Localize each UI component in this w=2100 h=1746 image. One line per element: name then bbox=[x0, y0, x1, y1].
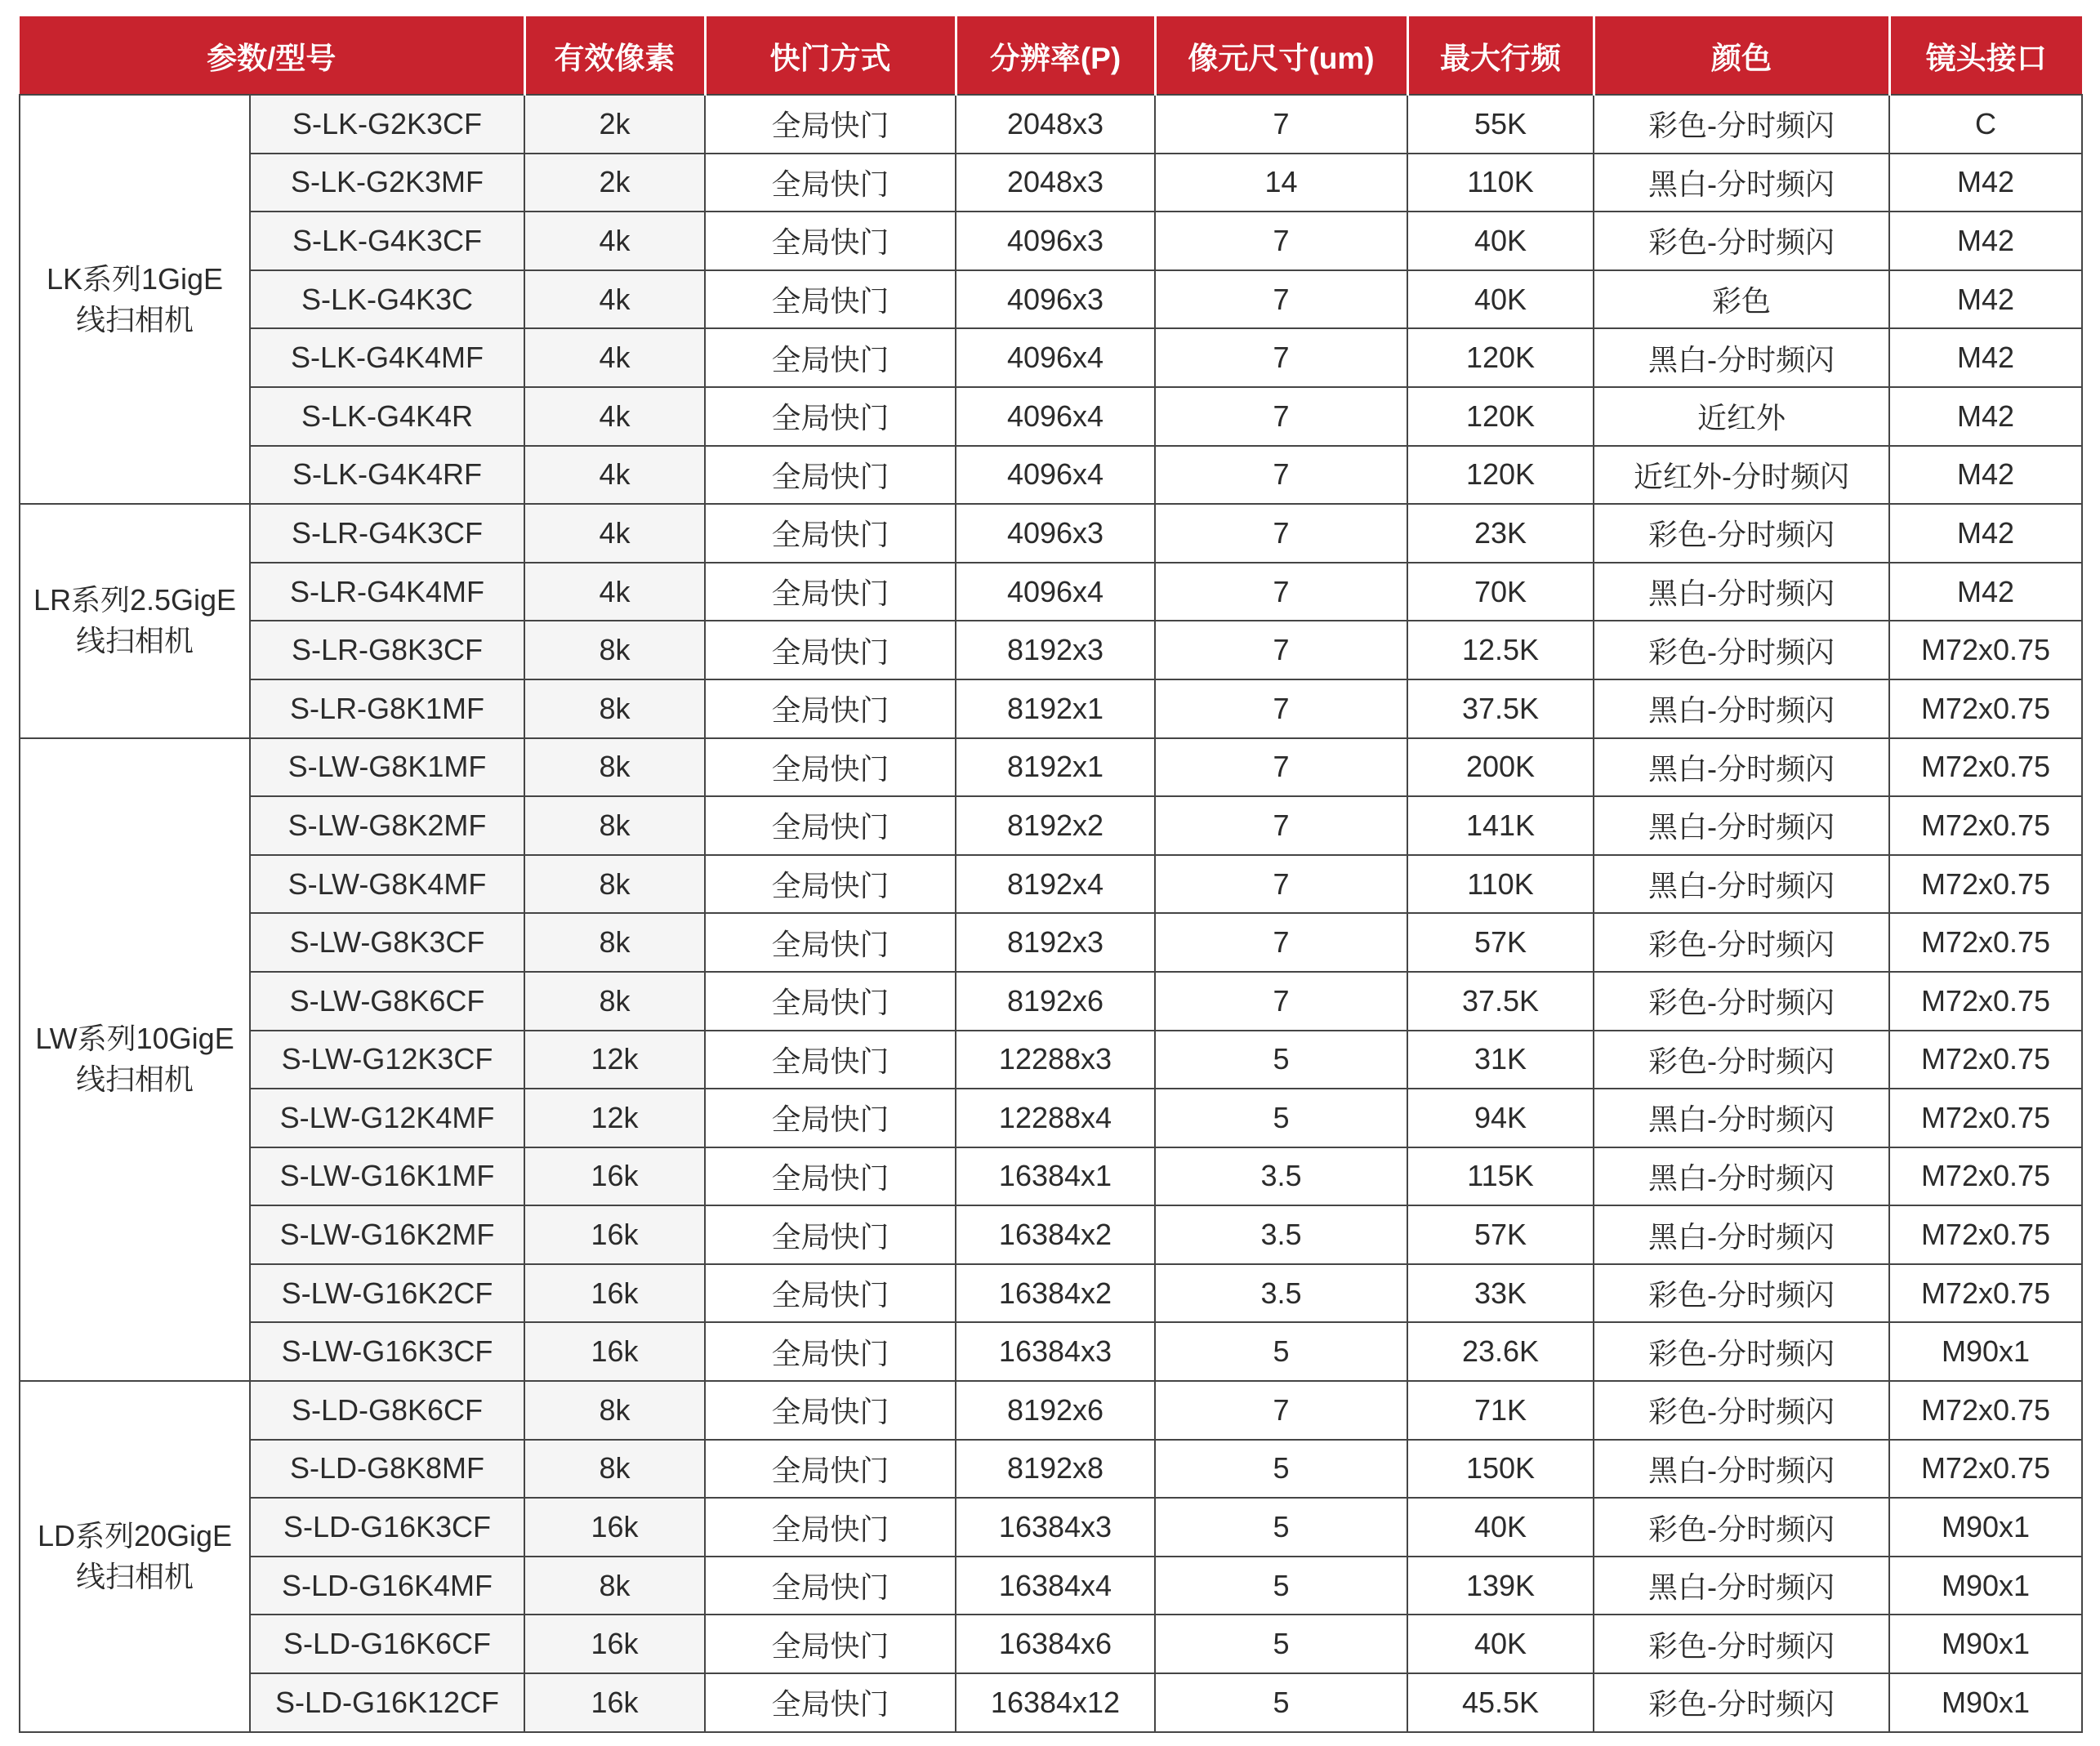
cell-pixel-size: 7 bbox=[1155, 1381, 1407, 1440]
cell-line-rate: 23K bbox=[1407, 504, 1594, 563]
cell-mount: M42 bbox=[1889, 563, 2082, 621]
table-row bbox=[20, 328, 2082, 387]
cell-color: 黑白-分时频闪 bbox=[1594, 563, 1889, 621]
cell-color: 黑白-分时频闪 bbox=[1594, 796, 1889, 855]
cell-color: 彩色-分时频闪 bbox=[1594, 1264, 1889, 1323]
cell-model: S-LW-G12K3CF bbox=[250, 1031, 524, 1089]
cell-pixels: 8k bbox=[524, 855, 705, 914]
cell-model: S-LK-G4K4MF bbox=[250, 328, 524, 387]
cell-line-rate: 55K bbox=[1407, 95, 1594, 154]
header-pixel-size: 像元尺寸(um) bbox=[1155, 16, 1407, 95]
table-row bbox=[20, 679, 2082, 738]
cell-shutter: 全局快门 bbox=[705, 328, 956, 387]
cell-color: 彩色-分时频闪 bbox=[1594, 1673, 1889, 1732]
cell-mount: M72x0.75 bbox=[1889, 679, 2082, 738]
cell-mount: M72x0.75 bbox=[1889, 913, 2082, 972]
table-row bbox=[20, 621, 2082, 679]
header-shutter: 快门方式 bbox=[705, 16, 956, 95]
cell-color: 黑白-分时频闪 bbox=[1594, 1147, 1889, 1206]
cell-line-rate: 110K bbox=[1407, 154, 1594, 212]
cell-line-rate: 120K bbox=[1407, 328, 1594, 387]
table-row bbox=[20, 855, 2082, 914]
cell-mount: M42 bbox=[1889, 154, 2082, 212]
series-type: 线扫相机 bbox=[75, 624, 194, 658]
cell-resolution: 16384x2 bbox=[956, 1205, 1155, 1264]
cell-pixel-size: 5 bbox=[1155, 1498, 1407, 1557]
cell-mount: M72x0.75 bbox=[1889, 621, 2082, 679]
cell-shutter: 全局快门 bbox=[705, 679, 956, 738]
cell-mount: M72x0.75 bbox=[1889, 1031, 2082, 1089]
cell-shutter: 全局快门 bbox=[705, 1381, 956, 1440]
cell-shutter: 全局快门 bbox=[705, 1089, 956, 1147]
cell-color: 黑白-分时频闪 bbox=[1594, 328, 1889, 387]
cell-resolution: 4096x3 bbox=[956, 212, 1155, 270]
header-resolution: 分辨率(P) bbox=[956, 16, 1155, 95]
series-name: LK系列1GigE bbox=[46, 261, 224, 296]
cell-model: S-LR-G8K1MF bbox=[250, 679, 524, 738]
cell-resolution: 16384x2 bbox=[956, 1264, 1155, 1323]
cell-resolution: 16384x6 bbox=[956, 1615, 1155, 1673]
table-row bbox=[20, 1031, 2082, 1089]
cell-resolution: 8192x3 bbox=[956, 621, 1155, 679]
cell-resolution: 4096x4 bbox=[956, 387, 1155, 446]
cell-shutter: 全局快门 bbox=[705, 1264, 956, 1323]
cell-color: 黑白-分时频闪 bbox=[1594, 1205, 1889, 1264]
cell-pixels: 8k bbox=[524, 972, 705, 1031]
cell-mount: M90x1 bbox=[1889, 1615, 2082, 1673]
cell-mount: M72x0.75 bbox=[1889, 1440, 2082, 1499]
cell-shutter: 全局快门 bbox=[705, 1031, 956, 1089]
cell-model: S-LD-G16K6CF bbox=[250, 1615, 524, 1673]
header-mount: 镜头接口 bbox=[1889, 16, 2082, 95]
cell-pixel-size: 5 bbox=[1155, 1322, 1407, 1381]
cell-pixels: 4k bbox=[524, 328, 705, 387]
cell-pixel-size: 7 bbox=[1155, 212, 1407, 270]
cell-model: S-LW-G16K2MF bbox=[250, 1205, 524, 1264]
cell-model: S-LW-G8K1MF bbox=[250, 738, 524, 797]
cell-mount: M72x0.75 bbox=[1889, 1381, 2082, 1440]
table-row bbox=[20, 446, 2082, 505]
cell-pixels: 16k bbox=[524, 1615, 705, 1673]
cell-mount: M72x0.75 bbox=[1889, 1205, 2082, 1264]
cell-pixels: 8k bbox=[524, 1440, 705, 1499]
cell-color: 彩色-分时频闪 bbox=[1594, 913, 1889, 972]
cell-pixel-size: 5 bbox=[1155, 1557, 1407, 1615]
cell-mount: M72x0.75 bbox=[1889, 972, 2082, 1031]
cell-model: S-LK-G4K3C bbox=[250, 270, 524, 329]
cell-pixels: 4k bbox=[524, 387, 705, 446]
cell-pixel-size: 3.5 bbox=[1155, 1147, 1407, 1206]
cell-pixel-size: 7 bbox=[1155, 972, 1407, 1031]
table-row bbox=[20, 972, 2082, 1031]
cell-color: 彩色-分时频闪 bbox=[1594, 1322, 1889, 1381]
table-row bbox=[20, 1205, 2082, 1264]
cell-color: 彩色 bbox=[1594, 270, 1889, 329]
cell-line-rate: 200K bbox=[1407, 738, 1594, 797]
cell-mount: M90x1 bbox=[1889, 1557, 2082, 1615]
cell-model: S-LK-G2K3CF bbox=[250, 95, 524, 154]
cell-line-rate: 94K bbox=[1407, 1089, 1594, 1147]
table-row bbox=[20, 563, 2082, 621]
cell-line-rate: 45.5K bbox=[1407, 1673, 1594, 1732]
cell-model: S-LW-G16K1MF bbox=[250, 1147, 524, 1206]
cell-mount: M90x1 bbox=[1889, 1498, 2082, 1557]
cell-pixel-size: 3.5 bbox=[1155, 1264, 1407, 1323]
cell-pixels: 8k bbox=[524, 1381, 705, 1440]
series-name: LW系列10GigE bbox=[35, 1022, 234, 1056]
series-cell bbox=[20, 95, 250, 504]
cell-shutter: 全局快门 bbox=[705, 1322, 956, 1381]
cell-pixel-size: 7 bbox=[1155, 328, 1407, 387]
cell-mount: C bbox=[1889, 95, 2082, 154]
table-row bbox=[20, 1498, 2082, 1557]
cell-shutter: 全局快门 bbox=[705, 621, 956, 679]
cell-model: S-LR-G4K4MF bbox=[250, 563, 524, 621]
cell-color: 彩色-分时频闪 bbox=[1594, 972, 1889, 1031]
cell-line-rate: 57K bbox=[1407, 1205, 1594, 1264]
cell-pixel-size: 7 bbox=[1155, 95, 1407, 154]
cell-pixels: 4k bbox=[524, 446, 705, 505]
cell-line-rate: 33K bbox=[1407, 1264, 1594, 1323]
cell-line-rate: 150K bbox=[1407, 1440, 1594, 1499]
cell-resolution: 8192x2 bbox=[956, 796, 1155, 855]
cell-line-rate: 12.5K bbox=[1407, 621, 1594, 679]
cell-model: S-LW-G8K4MF bbox=[250, 855, 524, 914]
cell-pixels: 12k bbox=[524, 1031, 705, 1089]
cell-pixel-size: 7 bbox=[1155, 679, 1407, 738]
cell-color: 彩色-分时频闪 bbox=[1594, 1615, 1889, 1673]
table-row bbox=[20, 1264, 2082, 1323]
cell-mount: M72x0.75 bbox=[1889, 1089, 2082, 1147]
cell-shutter: 全局快门 bbox=[705, 1440, 956, 1499]
table-row bbox=[20, 1322, 2082, 1381]
cell-resolution: 2048x3 bbox=[956, 95, 1155, 154]
cell-model: S-LD-G16K12CF bbox=[250, 1673, 524, 1732]
cell-color: 彩色-分时频闪 bbox=[1594, 1498, 1889, 1557]
cell-pixels: 16k bbox=[524, 1147, 705, 1206]
cell-pixels: 8k bbox=[524, 679, 705, 738]
cell-model: S-LD-G16K4MF bbox=[250, 1557, 524, 1615]
cell-model: S-LW-G8K2MF bbox=[250, 796, 524, 855]
cell-pixels: 16k bbox=[524, 1205, 705, 1264]
cell-pixels: 16k bbox=[524, 1264, 705, 1323]
cell-shutter: 全局快门 bbox=[705, 913, 956, 972]
cell-shutter: 全局快门 bbox=[705, 1498, 956, 1557]
table-row bbox=[20, 387, 2082, 446]
cell-color: 黑白-分时频闪 bbox=[1594, 1089, 1889, 1147]
table-row bbox=[20, 154, 2082, 212]
header-pixels: 有效像素 bbox=[524, 16, 705, 95]
cell-pixels: 8k bbox=[524, 796, 705, 855]
cell-resolution: 8192x1 bbox=[956, 679, 1155, 738]
cell-pixel-size: 7 bbox=[1155, 270, 1407, 329]
cell-line-rate: 31K bbox=[1407, 1031, 1594, 1089]
cell-resolution: 8192x1 bbox=[956, 738, 1155, 797]
cell-resolution: 4096x3 bbox=[956, 270, 1155, 329]
cell-color: 彩色-分时频闪 bbox=[1594, 1031, 1889, 1089]
cell-model: S-LK-G4K3CF bbox=[250, 212, 524, 270]
cell-shutter: 全局快门 bbox=[705, 796, 956, 855]
cell-mount: M72x0.75 bbox=[1889, 796, 2082, 855]
cell-model: S-LW-G12K4MF bbox=[250, 1089, 524, 1147]
cell-line-rate: 70K bbox=[1407, 563, 1594, 621]
cell-shutter: 全局快门 bbox=[705, 1673, 956, 1732]
cell-resolution: 16384x3 bbox=[956, 1498, 1155, 1557]
cell-mount: M42 bbox=[1889, 504, 2082, 563]
table-row bbox=[20, 1089, 2082, 1147]
table-row bbox=[20, 1673, 2082, 1732]
cell-pixel-size: 7 bbox=[1155, 504, 1407, 563]
cell-model: S-LW-G8K3CF bbox=[250, 913, 524, 972]
cell-shutter: 全局快门 bbox=[705, 446, 956, 505]
cell-line-rate: 40K bbox=[1407, 1615, 1594, 1673]
table-row bbox=[20, 1440, 2082, 1499]
cell-mount: M42 bbox=[1889, 387, 2082, 446]
cell-line-rate: 37.5K bbox=[1407, 972, 1594, 1031]
series-name: LD系列20GigE bbox=[37, 1518, 233, 1552]
cell-color: 彩色-分时频闪 bbox=[1594, 504, 1889, 563]
cell-shutter: 全局快门 bbox=[705, 738, 956, 797]
cell-pixel-size: 5 bbox=[1155, 1615, 1407, 1673]
cell-line-rate: 40K bbox=[1407, 212, 1594, 270]
cell-shutter: 全局快门 bbox=[705, 212, 956, 270]
cell-mount: M42 bbox=[1889, 212, 2082, 270]
cell-line-rate: 115K bbox=[1407, 1147, 1594, 1206]
cell-pixel-size: 3.5 bbox=[1155, 1205, 1407, 1264]
cell-resolution: 12288x4 bbox=[956, 1089, 1155, 1147]
cell-model: S-LW-G16K2CF bbox=[250, 1264, 524, 1323]
cell-resolution: 2048x3 bbox=[956, 154, 1155, 212]
cell-resolution: 4096x4 bbox=[956, 328, 1155, 387]
table-row bbox=[20, 1147, 2082, 1206]
series-name: LR系列2.5GigE bbox=[33, 583, 237, 617]
cell-pixels: 8k bbox=[524, 913, 705, 972]
cell-pixel-size: 7 bbox=[1155, 855, 1407, 914]
cell-model: S-LD-G8K8MF bbox=[250, 1440, 524, 1499]
cell-pixel-size: 5 bbox=[1155, 1089, 1407, 1147]
cell-mount: M42 bbox=[1889, 446, 2082, 505]
table-row bbox=[20, 913, 2082, 972]
cell-color: 彩色-分时频闪 bbox=[1594, 95, 1889, 154]
table-row bbox=[20, 504, 2082, 563]
cell-shutter: 全局快门 bbox=[705, 387, 956, 446]
cell-pixels: 12k bbox=[524, 1089, 705, 1147]
cell-pixels: 8k bbox=[524, 621, 705, 679]
cell-mount: M72x0.75 bbox=[1889, 1147, 2082, 1206]
cell-color: 黑白-分时频闪 bbox=[1594, 855, 1889, 914]
cell-line-rate: 141K bbox=[1407, 796, 1594, 855]
cell-color: 彩色-分时频闪 bbox=[1594, 621, 1889, 679]
table-row bbox=[20, 270, 2082, 329]
cell-pixel-size: 7 bbox=[1155, 446, 1407, 505]
cell-shutter: 全局快门 bbox=[705, 154, 956, 212]
cell-mount: M72x0.75 bbox=[1889, 1264, 2082, 1323]
table-row bbox=[20, 1615, 2082, 1673]
cell-pixels: 2k bbox=[524, 154, 705, 212]
series-cell bbox=[20, 1381, 250, 1732]
cell-shutter: 全局快门 bbox=[705, 1557, 956, 1615]
series-type: 线扫相机 bbox=[75, 1062, 194, 1097]
cell-pixel-size: 7 bbox=[1155, 621, 1407, 679]
cell-resolution: 12288x3 bbox=[956, 1031, 1155, 1089]
cell-pixels: 16k bbox=[524, 1322, 705, 1381]
cell-pixel-size: 7 bbox=[1155, 387, 1407, 446]
cell-model: S-LW-G16K3CF bbox=[250, 1322, 524, 1381]
cell-model: S-LK-G2K3MF bbox=[250, 154, 524, 212]
cell-pixels: 4k bbox=[524, 504, 705, 563]
series-cell bbox=[20, 738, 250, 1382]
cell-resolution: 16384x1 bbox=[956, 1147, 1155, 1206]
camera-spec-table bbox=[19, 16, 2083, 1733]
cell-shutter: 全局快门 bbox=[705, 504, 956, 563]
cell-color: 黑白-分时频闪 bbox=[1594, 679, 1889, 738]
cell-resolution: 8192x3 bbox=[956, 913, 1155, 972]
cell-resolution: 8192x8 bbox=[956, 1440, 1155, 1499]
table-row bbox=[20, 1557, 2082, 1615]
cell-model: S-LD-G16K3CF bbox=[250, 1498, 524, 1557]
cell-mount: M90x1 bbox=[1889, 1322, 2082, 1381]
cell-mount: M42 bbox=[1889, 328, 2082, 387]
header-row bbox=[20, 16, 2082, 95]
cell-color: 黑白-分时频闪 bbox=[1594, 154, 1889, 212]
cell-resolution: 4096x4 bbox=[956, 563, 1155, 621]
cell-model: S-LK-G4K4R bbox=[250, 387, 524, 446]
cell-pixel-size: 5 bbox=[1155, 1440, 1407, 1499]
cell-shutter: 全局快门 bbox=[705, 1615, 956, 1673]
cell-model: S-LR-G8K3CF bbox=[250, 621, 524, 679]
cell-pixels: 4k bbox=[524, 563, 705, 621]
cell-color: 近红外 bbox=[1594, 387, 1889, 446]
table-row bbox=[20, 212, 2082, 270]
header-param-model: 参数/型号 bbox=[20, 16, 524, 95]
cell-shutter: 全局快门 bbox=[705, 1205, 956, 1264]
cell-line-rate: 110K bbox=[1407, 855, 1594, 914]
cell-model: S-LK-G4K4RF bbox=[250, 446, 524, 505]
cell-resolution: 4096x4 bbox=[956, 446, 1155, 505]
cell-pixels: 8k bbox=[524, 738, 705, 797]
cell-shutter: 全局快门 bbox=[705, 1147, 956, 1206]
cell-pixel-size: 14 bbox=[1155, 154, 1407, 212]
cell-line-rate: 37.5K bbox=[1407, 679, 1594, 738]
header-color: 颜色 bbox=[1594, 16, 1889, 95]
table-row bbox=[20, 1381, 2082, 1440]
cell-shutter: 全局快门 bbox=[705, 563, 956, 621]
cell-color: 黑白-分时频闪 bbox=[1594, 1440, 1889, 1499]
series-type: 线扫相机 bbox=[75, 302, 194, 336]
cell-model: S-LR-G4K3CF bbox=[250, 504, 524, 563]
cell-color: 彩色-分时频闪 bbox=[1594, 1381, 1889, 1440]
cell-color: 彩色-分时频闪 bbox=[1594, 212, 1889, 270]
cell-shutter: 全局快门 bbox=[705, 972, 956, 1031]
cell-mount: M90x1 bbox=[1889, 1673, 2082, 1732]
cell-resolution: 16384x4 bbox=[956, 1557, 1155, 1615]
cell-color: 黑白-分时频闪 bbox=[1594, 738, 1889, 797]
series-type: 线扫相机 bbox=[75, 1559, 194, 1593]
series-cell bbox=[20, 504, 250, 737]
cell-line-rate: 71K bbox=[1407, 1381, 1594, 1440]
cell-pixels: 16k bbox=[524, 1498, 705, 1557]
cell-mount: M72x0.75 bbox=[1889, 738, 2082, 797]
cell-line-rate: 120K bbox=[1407, 387, 1594, 446]
table-row bbox=[20, 738, 2082, 797]
cell-pixels: 16k bbox=[524, 1673, 705, 1732]
cell-resolution: 4096x3 bbox=[956, 504, 1155, 563]
header-line-rate: 最大行频 bbox=[1407, 16, 1594, 95]
cell-pixels: 4k bbox=[524, 212, 705, 270]
cell-color: 近红外-分时频闪 bbox=[1594, 446, 1889, 505]
cell-line-rate: 139K bbox=[1407, 1557, 1594, 1615]
cell-resolution: 8192x6 bbox=[956, 1381, 1155, 1440]
cell-resolution: 16384x3 bbox=[956, 1322, 1155, 1381]
cell-color: 黑白-分时频闪 bbox=[1594, 1557, 1889, 1615]
cell-line-rate: 40K bbox=[1407, 270, 1594, 329]
cell-pixel-size: 5 bbox=[1155, 1031, 1407, 1089]
cell-line-rate: 40K bbox=[1407, 1498, 1594, 1557]
cell-shutter: 全局快门 bbox=[705, 855, 956, 914]
cell-pixels: 8k bbox=[524, 1557, 705, 1615]
cell-resolution: 8192x6 bbox=[956, 972, 1155, 1031]
cell-pixel-size: 7 bbox=[1155, 738, 1407, 797]
cell-mount: M72x0.75 bbox=[1889, 855, 2082, 914]
cell-pixel-size: 7 bbox=[1155, 796, 1407, 855]
cell-pixel-size: 7 bbox=[1155, 913, 1407, 972]
cell-pixels: 4k bbox=[524, 270, 705, 329]
cell-line-rate: 23.6K bbox=[1407, 1322, 1594, 1381]
cell-line-rate: 120K bbox=[1407, 446, 1594, 505]
cell-pixels: 2k bbox=[524, 95, 705, 154]
cell-line-rate: 57K bbox=[1407, 913, 1594, 972]
cell-pixel-size: 5 bbox=[1155, 1673, 1407, 1732]
cell-shutter: 全局快门 bbox=[705, 95, 956, 154]
cell-pixel-size: 7 bbox=[1155, 563, 1407, 621]
cell-mount: M42 bbox=[1889, 270, 2082, 329]
cell-shutter: 全局快门 bbox=[705, 270, 956, 329]
cell-model: S-LW-G8K6CF bbox=[250, 972, 524, 1031]
table-row bbox=[20, 796, 2082, 855]
cell-model: S-LD-G8K6CF bbox=[250, 1381, 524, 1440]
table-row bbox=[20, 95, 2082, 154]
cell-resolution: 8192x4 bbox=[956, 855, 1155, 914]
cell-resolution: 16384x12 bbox=[956, 1673, 1155, 1732]
